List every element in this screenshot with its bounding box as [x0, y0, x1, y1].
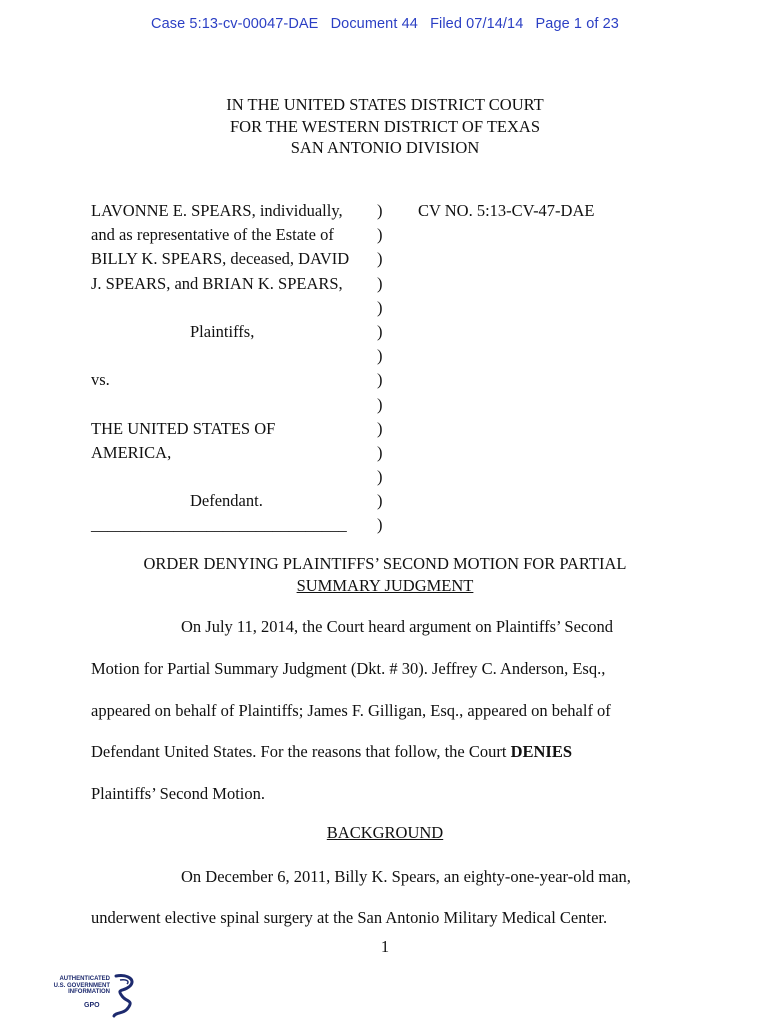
- gpo-logo-line: AUTHENTICATED: [59, 976, 110, 982]
- caption-spacer: [91, 296, 373, 320]
- caption-paren: ): [377, 225, 383, 245]
- paragraph-line: underwent elective spinal surgery at the San Antonio Military Medical Center.: [91, 908, 608, 927]
- filing-header-stamp: [0, 16, 770, 32]
- caption-paren: ): [377, 515, 383, 535]
- defendant-label: Defendant.: [190, 491, 263, 511]
- caption-paren: ): [377, 394, 383, 414]
- paragraph-line-text: Defendant United States. For the reasons that follow, the Court: [91, 742, 511, 761]
- page-count-stamp: Page 1 of 23: [535, 16, 619, 32]
- plaintiff-line: LAVONNE E. SPEARS, individually,: [91, 201, 343, 220]
- caption-paren: ): [377, 370, 383, 390]
- plaintiffs-label: Plaintiffs,: [190, 321, 255, 341]
- caption-paren-column: [377, 199, 383, 538]
- versus-label: vs.: [91, 370, 110, 390]
- caption-paren: ): [377, 442, 383, 462]
- court-line-3: SAN ANTONIO DIVISION: [290, 138, 480, 157]
- caption-paren: ): [377, 321, 383, 341]
- gpo-logo-line: INFORMATION: [68, 989, 110, 996]
- eagle-emblem-icon: [110, 972, 138, 1018]
- paragraph-line: appeared on behalf of Plaintiffs; James F. Gilligan, Esq., appeared on behalf of: [91, 701, 611, 720]
- case-caption-parties: [91, 199, 373, 538]
- caption-paren: ): [377, 418, 383, 438]
- caption-spacer: [91, 465, 373, 489]
- paragraph-line: On December 6, 2011, Billy K. Spears, an eighty-one-year-old man,: [181, 867, 631, 886]
- court-line-1: IN THE UNITED STATES DISTRICT COURT: [226, 95, 544, 114]
- civil-case-number: CV NO. 5:13-CV-47-DAE: [418, 201, 595, 220]
- case-number-stamp: Case 5:13-cv-00047-DAE: [151, 16, 319, 32]
- paragraph-line: Plaintiffs’ Second Motion.: [91, 784, 266, 803]
- paragraph-line: On July 11, 2014, the Court heard argument on Plaintiffs’ Second: [181, 617, 613, 636]
- caption-paren: ): [377, 249, 383, 269]
- gpo-logo-text: [40, 976, 110, 996]
- plaintiff-line: J. SPEARS, and BRIAN K. SPEARS,: [91, 273, 343, 293]
- document-number-stamp: Document 44: [330, 16, 418, 32]
- filed-date-stamp: Filed 07/14/14: [430, 16, 524, 32]
- caption-paren: ): [377, 491, 383, 511]
- order-title-line-1: ORDER DENYING PLAINTIFFS’ SECOND MOTION FOR PARTIAL: [143, 554, 627, 573]
- plaintiff-line: and as representative of the Estate of: [91, 225, 334, 245]
- denies-emphasis: DENIES: [510, 742, 573, 761]
- paragraph-line: [91, 742, 681, 762]
- plaintiff-line: BILLY K. SPEARS, deceased, DAVID: [91, 249, 350, 269]
- paragraph-line: Motion for Partial Summary Judgment (Dkt. # 30). Jeffrey C. Anderson, Esq.,: [91, 659, 606, 678]
- court-heading: [0, 94, 770, 159]
- caption-paren: ): [377, 297, 383, 317]
- page-number: 1: [380, 937, 390, 956]
- order-title-line-2: SUMMARY JUDGMENT: [296, 576, 474, 595]
- court-line-2: FOR THE WESTERN DISTRICT OF TEXAS: [229, 116, 541, 136]
- caption-paren: ): [377, 467, 383, 487]
- caption-rule: _______________________________: [91, 515, 347, 535]
- caption-paren: ): [377, 346, 383, 366]
- caption-spacer: [91, 344, 373, 368]
- caption-spacer: [91, 393, 373, 417]
- defendant-line: AMERICA,: [91, 442, 172, 462]
- gpo-logo-line: U.S. GOVERNMENT: [53, 982, 110, 989]
- order-title: [0, 553, 770, 597]
- caption-paren: ): [377, 273, 383, 293]
- background-heading: BACKGROUND: [326, 823, 444, 842]
- caption-paren: ): [377, 201, 383, 220]
- gpo-authentication-logo: [40, 972, 140, 1018]
- defendant-line: THE UNITED STATES OF: [91, 418, 276, 438]
- gpo-mark: GPO: [84, 1002, 100, 1009]
